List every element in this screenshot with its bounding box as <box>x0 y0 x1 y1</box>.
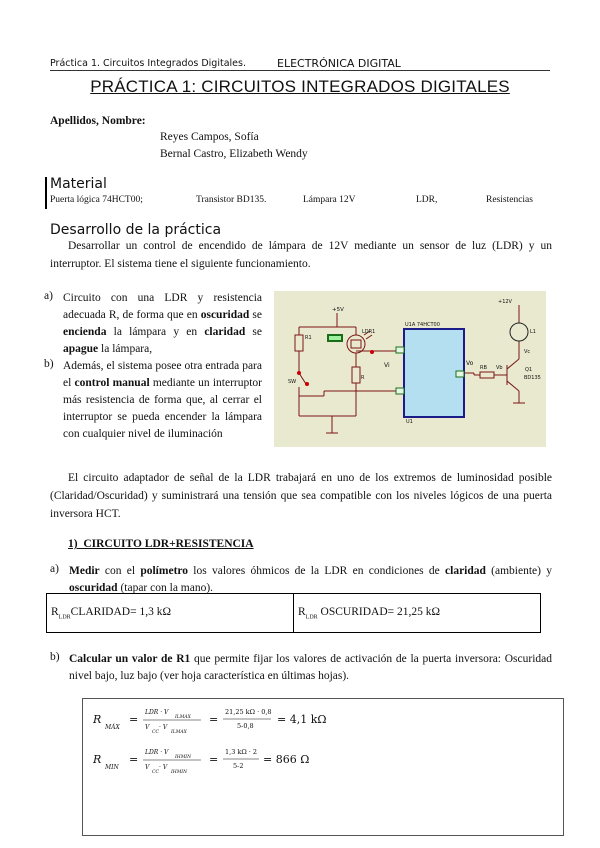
formula-text: 1,3 kΩ · 2 <box>225 748 258 756</box>
material-item: Puerta lógica 74HCT00; <box>50 195 143 205</box>
list-marker: a) <box>50 563 59 575</box>
formula-text: R <box>93 713 102 726</box>
measurement-table <box>46 593 541 633</box>
formula-text: IHMIN <box>171 770 188 775</box>
formula-box <box>82 698 564 836</box>
formula-text: = <box>129 713 139 726</box>
list-marker: b) <box>44 358 54 370</box>
desarrollo-intro: Desarrollar un control de encendido de lámpara de 12V mediante un sensor de luz (LDR) y un interruptor. El sistema tiene el siguiente funcionamiento. <box>50 240 552 270</box>
formula-text: ILMAX <box>175 715 191 720</box>
formula-text: V <box>145 764 150 771</box>
list-item-b: Además, el sistema posee otra entrada para el control manual mediante un interruptor más resistencia de forma que, al cerrar el interruptor se pueda encender la lámpara con cualquier nivel de iluminación <box>63 360 262 440</box>
formula-text: V <box>145 724 150 731</box>
circuit-label: U1 <box>406 419 413 425</box>
list-marker: a) <box>44 290 53 302</box>
material-item: Lámpara 12V <box>303 195 356 205</box>
formula-text: · V <box>159 724 168 731</box>
circuit-label: +5V <box>332 307 344 313</box>
formula-text: ILMAX <box>171 730 187 735</box>
material-item: Transistor BD135. <box>196 195 267 205</box>
material-heading: Material <box>50 176 107 192</box>
ldr-light-value: $R_{LDR}CLARIDAD= 1,3$ kΩ <box>47 594 294 633</box>
author-name: Reyes Campos, Sofía <box>160 131 259 143</box>
author-name: Bernal Castro, Elizabeth Wendy <box>160 148 308 160</box>
circuit-label: U1A 74HCT00 <box>405 322 440 328</box>
formula-text: = <box>209 713 219 726</box>
formula-text: = <box>209 753 219 766</box>
ldr-dark-value: $R_{LDR}$ OSCURIDAD= 21,25 kΩ <box>294 594 541 633</box>
circuit-label: BD135 <box>524 375 541 381</box>
formula-text: MIN <box>105 764 119 771</box>
formula-text: R <box>93 753 102 766</box>
circuit-label: R <box>361 375 365 381</box>
formula-text: = <box>129 753 139 766</box>
formula-text: IHMIN <box>175 755 192 760</box>
question-b: Calcular un valor de R1 que permite fijar los valores de activación de la puerta inversora: Oscuridad nivel bajo, luz bajo (ver hoja característica en últimas hojas). <box>69 653 553 682</box>
formula-render <box>83 699 563 835</box>
formula-text: · V <box>159 764 168 771</box>
formula-text: LDR · V <box>145 709 169 716</box>
list-marker: b) <box>50 651 60 663</box>
material-item: Resistencias <box>486 195 533 205</box>
material-bar <box>45 177 47 209</box>
circuit-label: L1 <box>530 329 536 335</box>
section-heading: 1) CIRCUITO LDR+RESISTENCIA <box>68 538 254 550</box>
circuit-label: Vo <box>466 360 474 367</box>
material-item: LDR, <box>416 195 438 205</box>
desarrollo-heading: Desarrollo de la práctica <box>50 222 222 238</box>
formula-text: 21,25 kΩ · 0,8 <box>225 708 272 716</box>
circuit-label: LDR1 <box>362 329 376 335</box>
formula-text: 5-0,8 <box>237 722 254 730</box>
formula-text: 5-2 <box>233 762 244 770</box>
formula-text: = 4,1 kΩ <box>277 713 327 726</box>
page-title: PRÁCTICA 1: CIRCUITOS INTEGRADOS DIGITALES <box>90 77 510 96</box>
list-item-a: Circuito con una LDR y resistencia adecuada R, de forma que en oscuridad se encienda la lámpara y en claridad se apague la lámpara, <box>63 292 262 355</box>
header-course: ELECTRÓNICA DIGITAL <box>277 57 401 70</box>
circuit-label: Vb <box>496 365 503 371</box>
circuit-label: R1 <box>305 335 312 341</box>
formula-text: MÁX <box>105 724 120 731</box>
circuit-label: SW <box>288 379 297 385</box>
formula-text: LDR · V <box>145 749 169 756</box>
question-a: Medir con el polímetro los valores óhmicos de la LDR en condiciones de claridad (ambiente) y oscuridad (tapar con la mano). <box>69 565 552 594</box>
circuit-label: RB <box>480 365 487 371</box>
authors-label: Apellidos, Nombre: <box>50 115 146 127</box>
circuit-label: Vc <box>524 349 531 355</box>
header-subject: Práctica 1. Circuitos Integrados Digitales. <box>50 58 246 69</box>
formula-text: = 866 Ω <box>263 753 310 766</box>
adapter-paragraph: El circuito adaptador de señal de la LDR trabajará en uno de los extremos de luminosidad posible (Claridad/Oscuridad) y suministrará una tensión que sea compatible con los niveles lógicos de una puerta inversora HCT. <box>50 472 552 520</box>
header-divider <box>50 70 550 71</box>
circuit-label: +12V <box>498 299 512 305</box>
formula-text: CC <box>152 730 159 735</box>
circuit-label: Vi <box>384 362 390 369</box>
circuit-diagram <box>274 291 546 447</box>
circuit-label: Q1 <box>525 367 533 373</box>
circuit-schematic <box>274 291 546 447</box>
formula-text: CC <box>152 770 159 775</box>
